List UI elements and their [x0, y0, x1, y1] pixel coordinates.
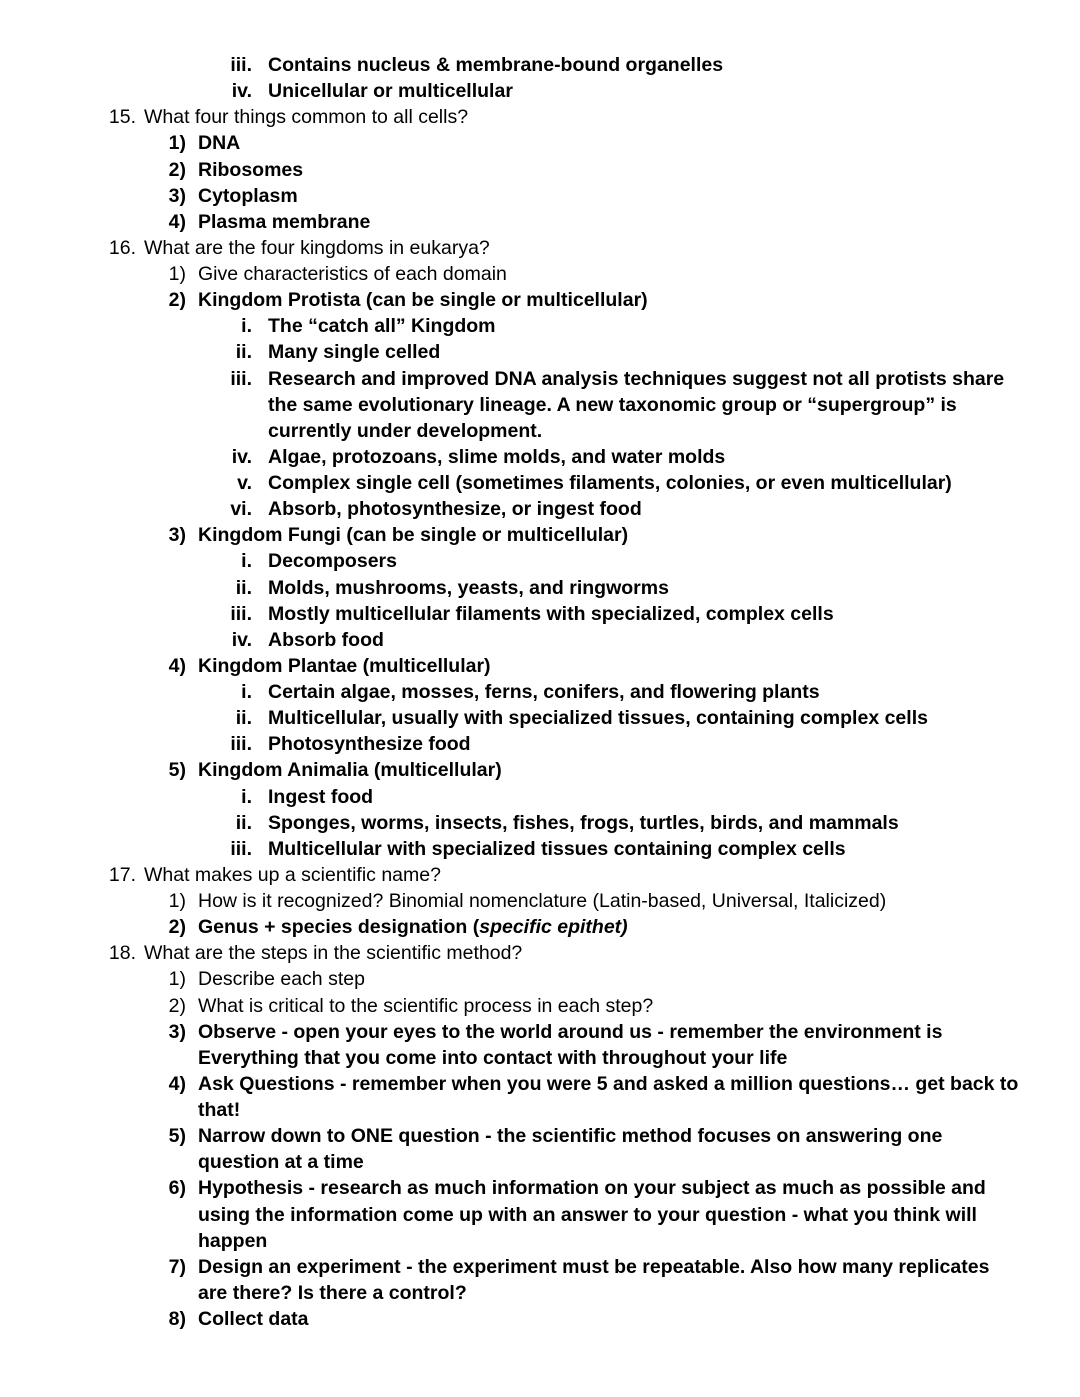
outline-item-marker: 1) [168, 263, 186, 285]
outline-item-marker: 1) [168, 890, 186, 912]
outline-item-text: Algae, protozoans, slime molds, and water molds [268, 445, 726, 468]
outline-item-marker: 7) [168, 1255, 186, 1278]
outline-item [200, 366, 1020, 444]
outline-item [200, 836, 1020, 862]
outline-item [90, 940, 1020, 966]
outline-item [200, 810, 1020, 836]
outline-item [158, 1254, 1020, 1306]
outline-item-marker: 3) [168, 1020, 186, 1043]
outline-item-text: What makes up a scientific name? [144, 863, 441, 886]
outline-item [200, 627, 1020, 653]
outline-item [158, 914, 1020, 940]
outline-item-marker: ii. [235, 811, 252, 834]
outline-item-text: Kingdom Plantae (multicellular) [198, 654, 491, 677]
outline-item [158, 1175, 1020, 1253]
outline-item-marker: i. [241, 550, 252, 573]
outline-item-text: Many single celled [268, 341, 441, 364]
outline-item-text: Absorb, photosynthesize, or ingest food [268, 498, 642, 521]
outline-item-text: What four things common to all cells? [144, 106, 469, 129]
outline-item [158, 1123, 1020, 1175]
outline-item-text: Contains nucleus & membrane-bound organelles [268, 54, 724, 76]
outline-item [200, 679, 1020, 705]
outline-item [200, 784, 1020, 810]
outline-item [158, 993, 1020, 1019]
outline-item [158, 888, 1020, 914]
outline-item-marker: 16. [108, 236, 136, 259]
outline-item-text: Multicellular with specialized tissues containing complex cells [268, 837, 846, 860]
outline-item [158, 287, 1020, 313]
outline-item-marker: 4) [168, 210, 186, 233]
outline-item-text: Genus + species designation (specific epithet) [198, 916, 628, 939]
outline-item-text: What are the four kingdoms in eukarya? [144, 236, 490, 259]
outline-item-marker: ii. [235, 576, 252, 599]
outline-item-marker: iv. [231, 445, 252, 468]
outline-item-text: How is it recognized? Binomial nomenclature (Latin-based, Universal, Italicized) [198, 890, 887, 912]
outline-item [158, 183, 1020, 209]
outline-item [90, 862, 1020, 888]
outline-item-text: What is critical to the scientific process in each step? [198, 994, 654, 1017]
outline-item [158, 653, 1020, 679]
outline-item-text: Kingdom Fungi (can be single or multicellular) [198, 524, 629, 547]
outline-item-marker: ii. [235, 707, 252, 730]
outline-item [200, 444, 1020, 470]
outline-item-text: The “catch all” Kingdom [268, 315, 496, 338]
outline-item-text: Ingest food [268, 785, 374, 808]
outline-item-marker: i. [241, 785, 252, 808]
outline-item-marker: i. [241, 315, 252, 338]
outline-item-text: Complex single cell (sometimes filaments, colonies, or even multicellular) [268, 472, 952, 494]
outline-item-text: Molds, mushrooms, yeasts, and ringworms [268, 576, 669, 599]
outline-item [200, 601, 1020, 627]
outline-item-marker: 18. [108, 942, 136, 965]
outline-item-text: Give characteristics of each domain [198, 263, 507, 285]
outline-item [158, 522, 1020, 548]
outline-item [200, 705, 1020, 731]
outline-item-marker: 4) [168, 654, 186, 677]
outline-item-text: Photosynthesize food [268, 733, 471, 756]
outline-item-marker: 5) [168, 759, 186, 782]
outline-item [200, 339, 1020, 365]
outline-item [90, 104, 1020, 130]
outline-item [158, 209, 1020, 235]
outline-item-text: DNA [198, 132, 241, 155]
outline-item-text: Absorb food [268, 628, 384, 651]
outline-item [158, 130, 1020, 156]
outline-item-marker: 5) [168, 1125, 186, 1148]
outline-item [158, 1306, 1020, 1332]
outline-item [200, 731, 1020, 757]
outline-item-text: Kingdom Animalia (multicellular) [198, 759, 502, 782]
outline-item-marker: iii. [230, 602, 252, 625]
outline-item-marker: iii. [230, 837, 252, 860]
outline-item-text: Collect data [198, 1308, 309, 1330]
outline-item [158, 1071, 1020, 1123]
outline-item-marker: 8) [168, 1308, 186, 1330]
outline-item-marker: iii. [230, 367, 252, 390]
outline-item [90, 235, 1020, 261]
outline-item [200, 313, 1020, 339]
outline-item-marker: v. [237, 472, 252, 494]
outline-item-marker: 17. [108, 863, 136, 886]
outline-item-text: Design an experiment - the experiment must be repeatable. Also how many replicates are there? Is there a control? [198, 1255, 990, 1304]
outline-item-marker: iv. [231, 628, 252, 651]
outline-item-text: Certain algae, mosses, ferns, conifers, and flowering plants [268, 681, 820, 703]
outline-item [158, 1019, 1020, 1071]
outline-list [60, 52, 1020, 1332]
outline-item [158, 261, 1020, 287]
outline-item-text: Narrow down to ONE question - the scientific method focuses on answering one question at a time [198, 1125, 943, 1174]
outline-item-marker: iii. [230, 733, 252, 756]
outline-item-text: Ribosomes [198, 158, 304, 181]
outline-item-text: Cytoplasm [198, 184, 298, 207]
outline-item-marker: 3) [168, 184, 186, 207]
outline-item-marker: 2) [168, 289, 186, 312]
outline-item-text: Mostly multicellular filaments with specialized, complex cells [268, 602, 834, 625]
outline-item-text: Plasma membrane [198, 210, 371, 233]
outline-item-marker: iii. [230, 54, 252, 76]
outline-item-marker: 4) [168, 1072, 186, 1095]
outline-item-marker: iv. [231, 80, 252, 103]
outline-item-marker: 2) [168, 916, 186, 939]
outline-item-text: Unicellular or multicellular [268, 80, 513, 103]
outline-item-marker: 3) [168, 524, 186, 547]
outline-item-text: Kingdom Protista (can be single or multicellular) [198, 289, 648, 312]
outline-item-marker: vi. [230, 498, 252, 521]
outline-item-marker: 6) [168, 1177, 186, 1200]
outline-item-text: Decomposers [268, 550, 397, 573]
outline-item-marker: 1) [168, 968, 186, 991]
outline-item [200, 470, 1020, 496]
outline-item-text: What are the steps in the scientific method? [144, 942, 523, 965]
outline-item-marker: i. [241, 681, 252, 703]
outline-item-text: Observe - open your eyes to the world around us - remember the environment is Everything that you come into contact with throughout your life [198, 1020, 943, 1069]
outline-item [158, 757, 1020, 783]
outline-item-marker: ii. [235, 341, 252, 364]
outline-item [200, 78, 1020, 104]
outline-item [200, 496, 1020, 522]
outline-item-marker: 2) [168, 158, 186, 181]
outline-item-text: Multicellular, usually with specialized tissues, containing complex cells [268, 707, 928, 730]
outline-item-marker: 15. [108, 106, 136, 129]
outline-item-text: Ask Questions - remember when you were 5 and asked a million questions… get back to that! [198, 1072, 1019, 1121]
outline-item [200, 52, 1020, 78]
outline-item-text: Describe each step [198, 968, 365, 991]
outline-item [158, 966, 1020, 992]
outline-item-text: Hypothesis - research as much information on your subject as much as possible and using the information come up with an answer to your question - what you think will happen [198, 1177, 986, 1252]
outline-item-marker: 1) [168, 132, 186, 155]
outline-item [200, 548, 1020, 574]
outline-item-marker: 2) [168, 994, 186, 1017]
outline-item [158, 157, 1020, 183]
outline-item [200, 575, 1020, 601]
outline-item-text: Research and improved DNA analysis techniques suggest not all protists share the same evolutionary lineage. A new taxonomic group or “supergroup” is currently under development. [268, 367, 1005, 442]
outline-item-text: Sponges, worms, insects, fishes, frogs, turtles, birds, and mammals [268, 811, 899, 834]
